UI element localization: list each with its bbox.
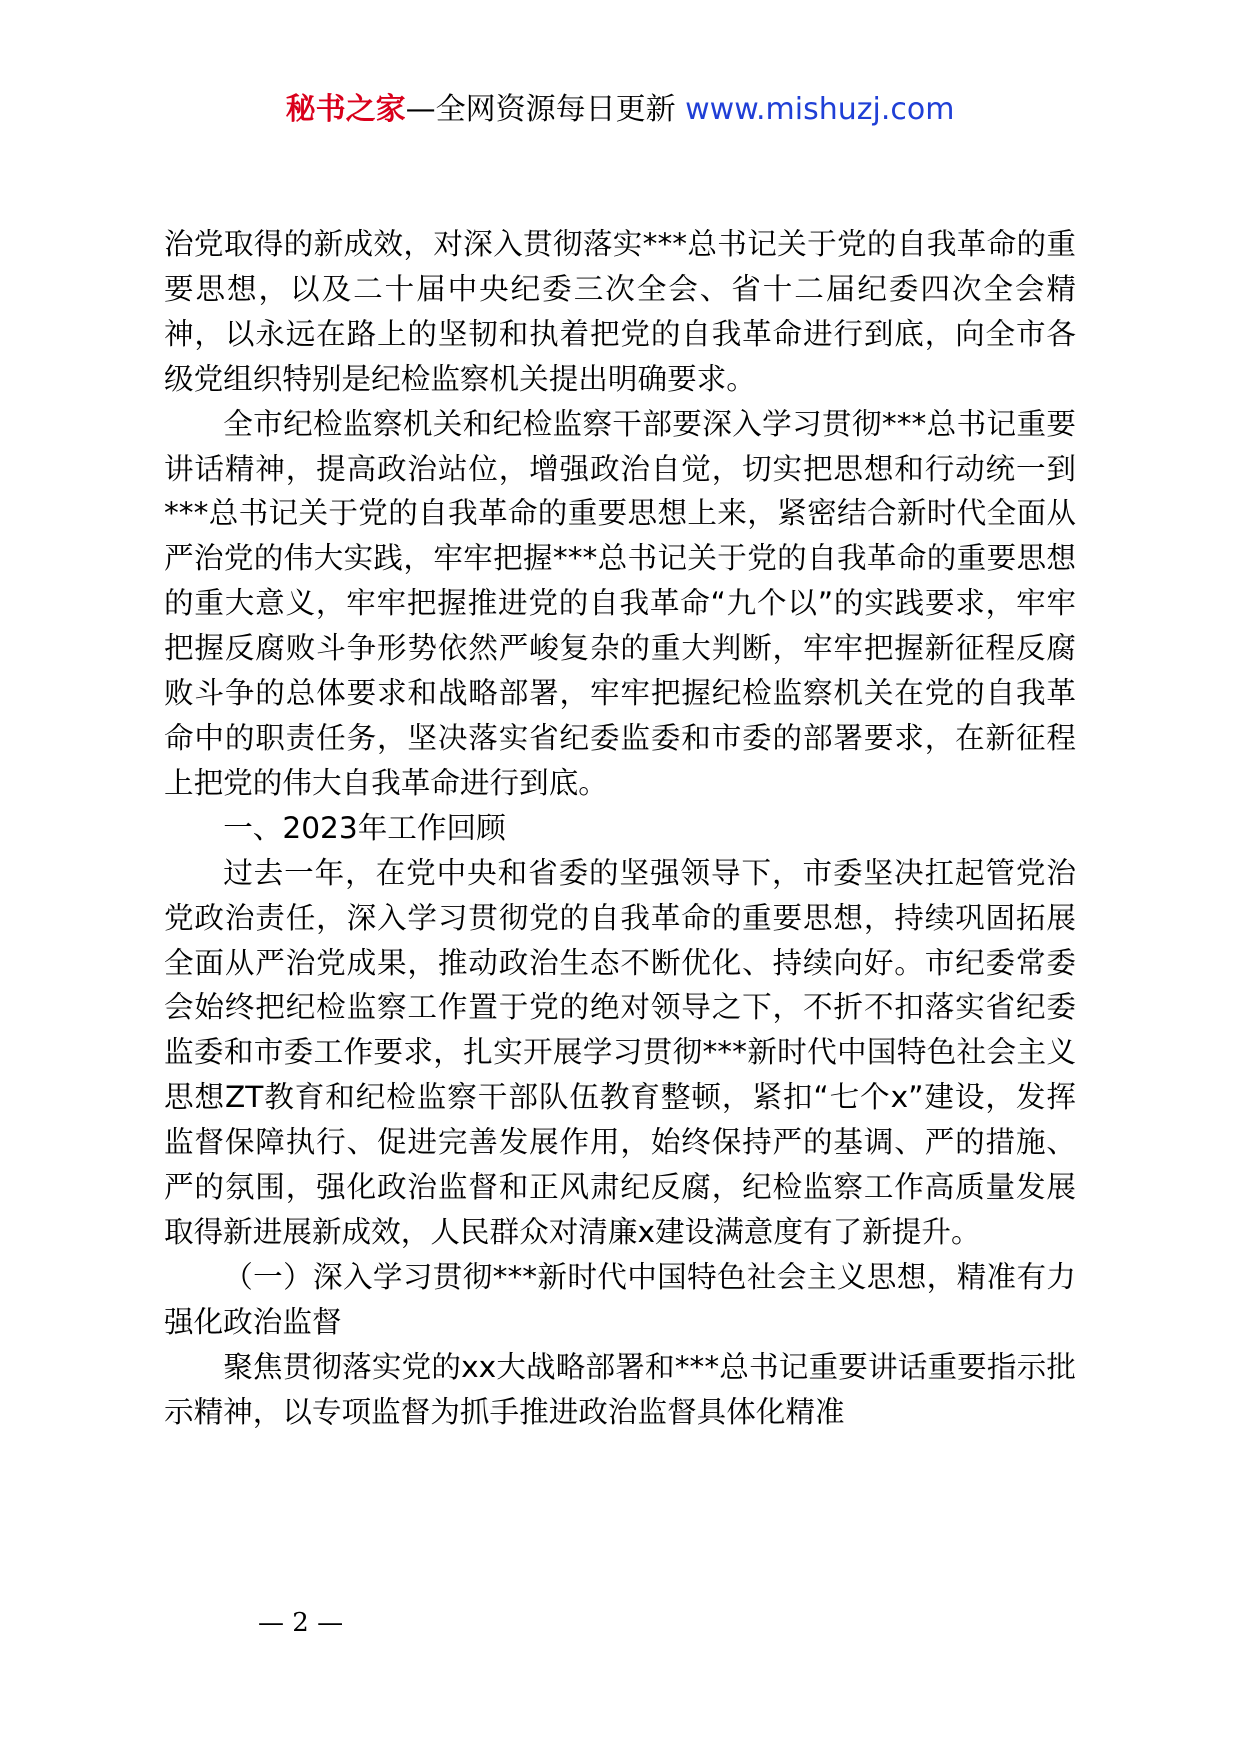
subsection-heading: （一）深入学习贯彻***新时代中国特色社会主义思想，精准有力强化政治监督 — [164, 1259, 1076, 1339]
paragraph: 聚焦贯彻落实党的xx大战略部署和***总书记重要讲话重要指示批示精神，以专项监督为抓手推进政治监督具体化精准 — [164, 1349, 1076, 1429]
site-url[interactable]: www.mishuzj.com — [685, 92, 955, 127]
paragraph: 过去一年，在党中央和省委的坚强领导下，市委坚决扛起管党治党政治责任，深入学习贯彻党的自我革命的重要思想，持续巩固拓展全面从严治党成果，推动政治生态不断优化、持续向好。市纪委常委会始终把纪检监察工作置于党的绝对领导之下，不折不扣落实省纪委监委和市委工作要求，扎实开展学习贯彻***新时代中国特色社会主义思想ZT教育和纪检监察干部队伍教育整顿，紧扣“七个x”建设，发挥监督保障执行、促进完善发展作用，始终保持严的基调、严的措施、严的氛围，强化政治监督和正风肃纪反腐，纪检监察工作高质量发展取得新进展新成效，人民群众对清廉x建设满意度有了新提升。 — [164, 855, 1076, 1249]
brand-name: 秘书之家 — [285, 92, 406, 127]
paragraph: 全市纪检监察机关和纪检监察干部要深入学习贯彻***总书记重要讲话精神，提高政治站位，增强政治自觉，切实把思想和行动统一到***总书记关于党的自我革命的重要思想上来，紧密结合新时代全面从严治党的伟大实践，牢牢把握***总书记关于党的自我革命的重要思想的重大意义，牢牢把握推进党的自我革命“九个以”的实践要求，牢牢把握反腐败斗争形势依然严峻复杂的重大判断，牢牢把握新征程反腐败斗争的总体要求和战略部署，牢牢把握纪检监察机关在党的自我革命中的职责任务，坚决落实省纪委监委和市委的部署要求，在新征程上把党的伟大自我革命进行到底。 — [164, 406, 1076, 800]
section-heading: 一、2023年工作回顾 — [223, 810, 506, 845]
header-slogan: —全网资源每日更新 — [405, 92, 676, 127]
site-header — [0, 88, 1240, 132]
page-number: — 2 — — [258, 1608, 344, 1638]
document-body — [164, 222, 1076, 1434]
paragraph-continued: 治党取得的新成效，对深入贯彻落实***总书记关于党的自我革命的重要思想，以及二十届中央纪委三次全会、省十二届纪委四次全会精神，以永远在路上的坚韧和执着把党的自我革命进行到底，向全市各级党组织特别是纪检监察机关提出明确要求。 — [164, 227, 1076, 396]
